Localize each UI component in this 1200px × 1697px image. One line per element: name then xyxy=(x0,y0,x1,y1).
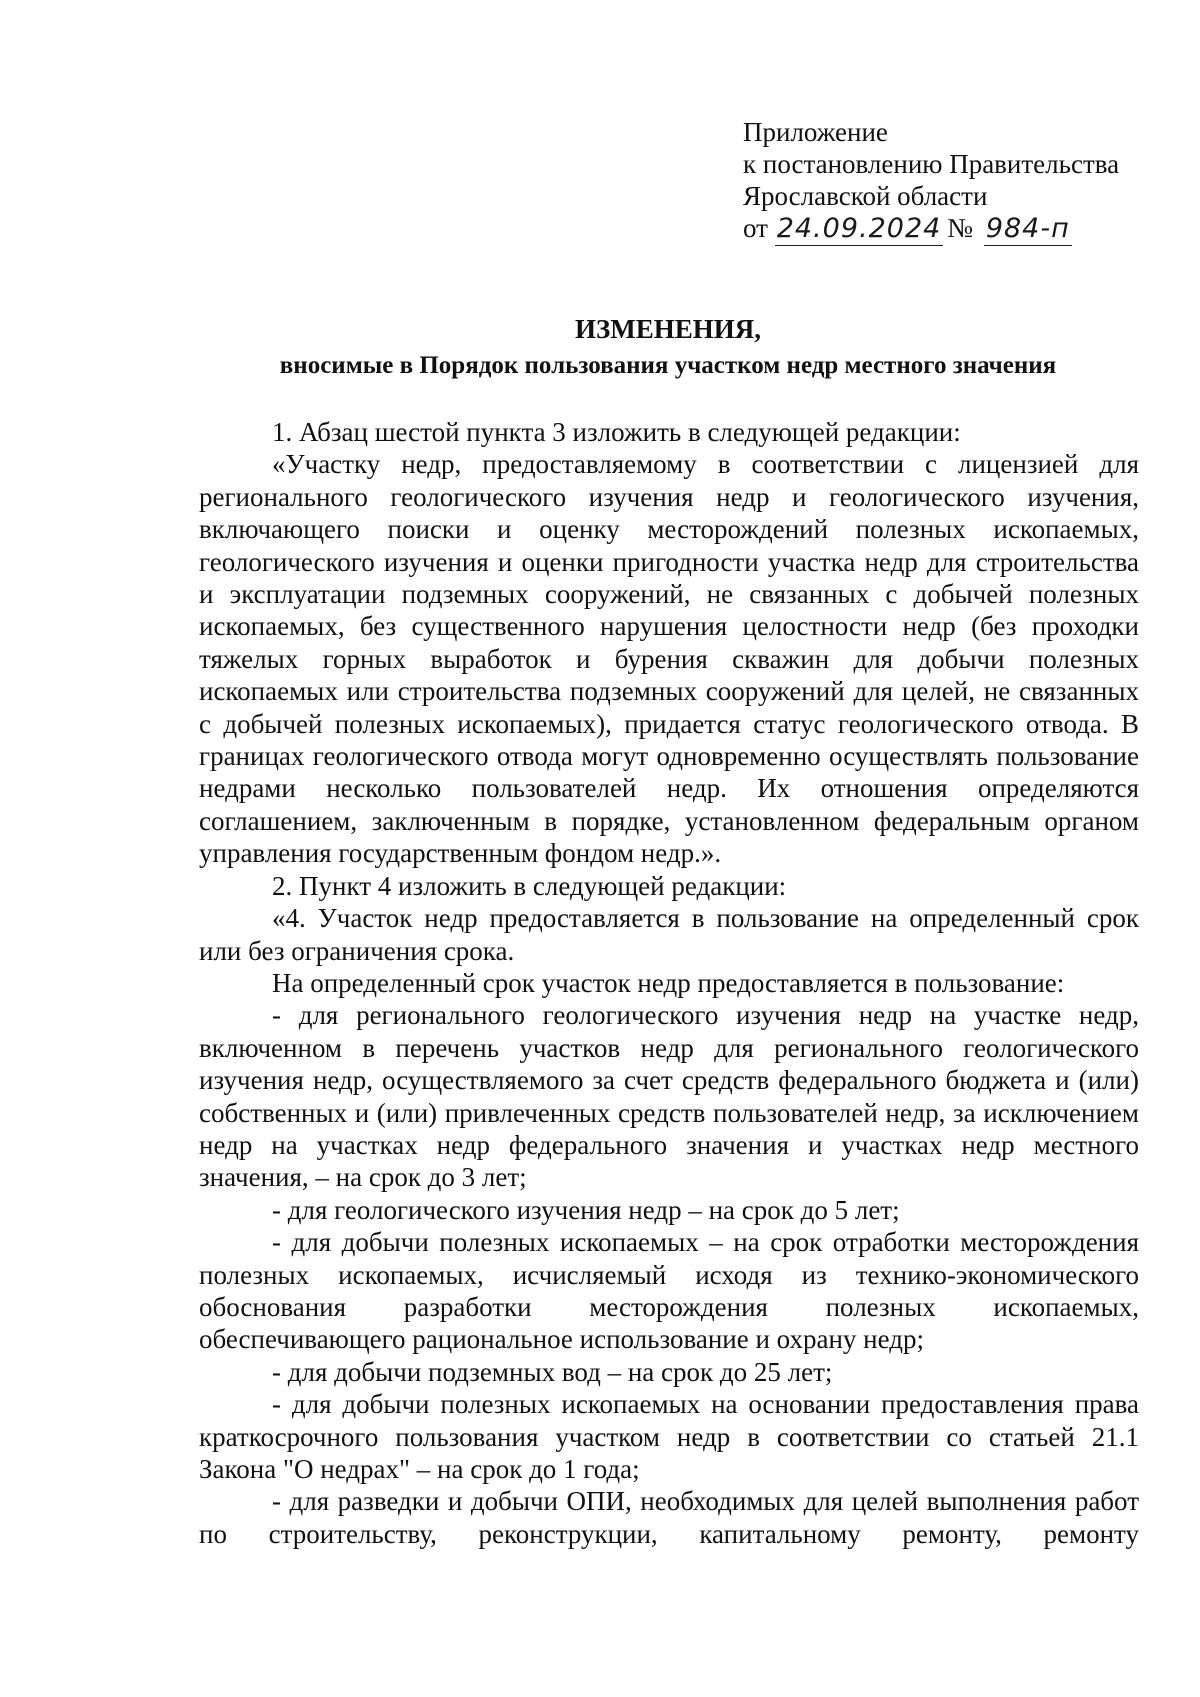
paragraph-1: 1. Абзац шестой пункта 3 изложить в следующей редакции: xyxy=(272,417,961,447)
document-body xyxy=(199,416,1139,1550)
paragraph-2: «Участку недр, предоставляемому в соответствии с лицензией для регионального геологического изучения недр и геологического изучения, включающего поиски и оценку месторождений полезных ископаемых, геологического изучения и оценки пригодности участка недр для строительства и эксплуатации подземных сооружений, не связанных с добычей полезных ископаемых, без существенного нарушения целостности недр (без проходки тяжелых горных выработок и бурения скважин для добычи полезных ископаемых или строительства подземных сооружений для целей, не связанных с добычей полезных ископаемых), придается статус геологического отвода. В границах геологического отвода могут одновременно осуществлять пользование недрами несколько пользователей недр. Их отношения определяются соглашением, заключенным в порядке, установленном федеральным органом управления государственным фондом недр.». xyxy=(199,449,1139,869)
paragraph-3: 2. Пункт 4 изложить в следующей редакции: xyxy=(272,870,787,901)
region-name: Ярославской области xyxy=(743,181,988,211)
resolution-reference: к постановлению Правительства xyxy=(743,149,1120,179)
paragraph-8: - для добычи полезных ископаемых – на срок отработки месторождения полезных ископаемых, исчисляемый исходя из технико-экономического обоснования разработки месторождения полезных ископаемых, обеспечивающего рациональное использование и охрану недр; xyxy=(199,1227,1139,1355)
title-main: ИЗМЕНЕНИЯ, xyxy=(574,314,761,344)
paragraph-9: - для добычи подземных вод – на срок до 25 лет; xyxy=(272,1356,833,1387)
paragraph-6: - для регионального геологического изучения недр на участке недр, включенном в перечень участков недр для регионального геологического изучения недр, осуществляемого за счет средств федерального бюджета и (или) собственных и (или) привлеченных средств пользователей недр, за исключением недр на участках недр федерального значения и участках недр местного значения, – на срок до 3 лет; xyxy=(199,1000,1139,1193)
document-title xyxy=(200,312,1136,382)
paragraph-11: - для разведки и добычи ОПИ, необходимых для целей выполнения работ по строительству, реконструкции, капитальному ремонту, ремонту xyxy=(199,1486,1139,1549)
handwritten-number: 984-п xyxy=(985,213,1070,244)
handwritten-date: 24.09.2024 xyxy=(776,213,942,244)
appendix-label: Приложение xyxy=(743,117,888,147)
paragraph-4: «4. Участок недр предоставляется в пользование на определенный срок или без ограничения срока. xyxy=(199,903,1139,966)
date-number-line xyxy=(743,212,1119,246)
title-subtitle: вносимые в Порядок пользования участком недр местного значения xyxy=(279,352,1057,379)
number-sign: № xyxy=(947,213,974,243)
date-prefix: от xyxy=(743,213,768,243)
paragraph-10: - для добычи полезных ископаемых на основании предоставления права краткосрочного пользования участком недр в соответствии со статьей 21.1 Закона "О недрах" – на срок до 1 года; xyxy=(199,1389,1139,1484)
appendix-header xyxy=(743,116,1119,246)
paragraph-7: - для геологического изучения недр – на срок до 5 лет; xyxy=(272,1194,900,1225)
paragraph-5: На определенный срок участок недр предоставляется в пользование: xyxy=(272,967,1065,998)
